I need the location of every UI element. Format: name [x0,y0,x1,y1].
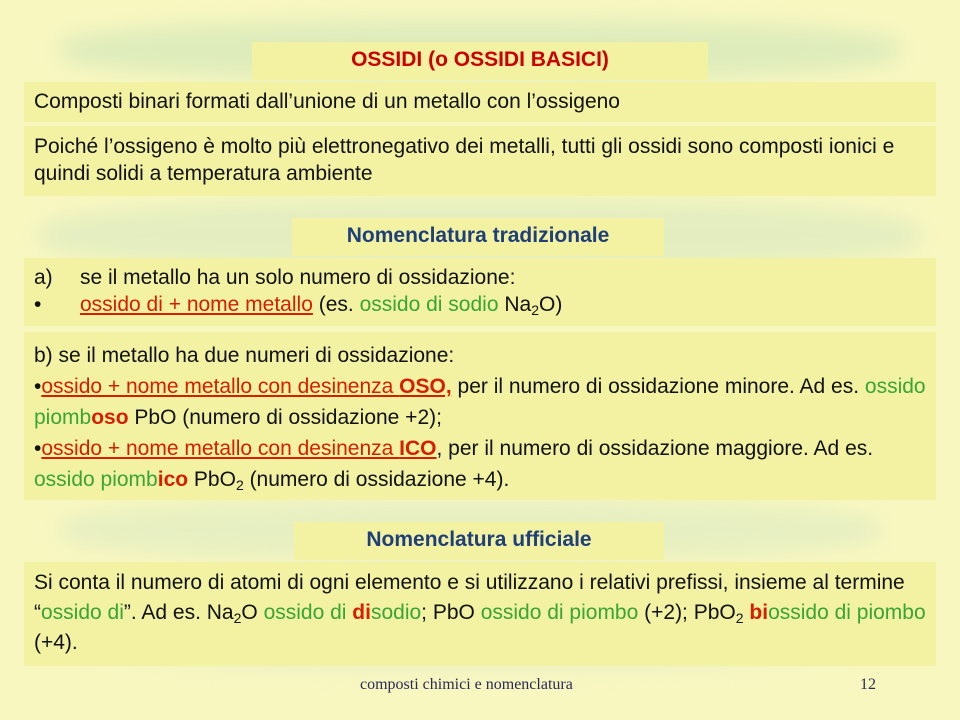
oso-example: ossido piomb [34,375,926,429]
official-heading: Nomenclatura ufficiale [294,522,664,560]
official-ex3-prefix: bi [749,601,769,624]
page-number: 12 [860,676,876,693]
official-sub1: 2 [233,610,242,626]
case-a-bullet: • [34,293,42,316]
ico-suffix: ICO [399,437,437,460]
official-p5: (+2); PbO [638,601,736,624]
ico-tail: PbO [188,468,236,491]
official-sub2: 2 [735,610,744,626]
case-a-marker: a) [34,266,53,289]
oso-rule: ossido + nome metallo con desinenza OSO, [41,375,452,398]
official-ex3: ossido di piombo [768,601,926,624]
definition-box [24,82,936,122]
official-p1: Si conta il numero di atomi di ogni elemento e si utilizzano i relativi prefissi, insieme al termine “ [34,571,905,624]
case-a-rule: ossido di + nome metallo [80,293,313,316]
oso-after: per il numero di ossidazione minore. Ad es. [451,375,865,398]
official-ex1-end: sodio [370,601,422,624]
ico-rule: ossido + nome metallo con desinenza ICO [41,437,437,460]
ico-example: ossido piomb [34,468,158,491]
case-a-ex-open: (es. [312,293,360,316]
oso-bullet: • [34,375,42,398]
slide-title: OSSIDI (o OSSIDI BASICI) [252,42,708,80]
case-b-intro: b) se il metallo ha due numeri di ossidazione: [34,344,455,367]
case-b-box [24,332,936,500]
official-ex1-prefix: di [352,601,371,624]
oso-suffix: OSO, [399,375,452,398]
official-p3: O [241,601,264,624]
case-a-box [24,258,936,326]
case-a-formula-end: O) [538,293,563,316]
ico-tail-end: (numero di ossidazione +4). [243,468,510,491]
official-p7: (+4). [34,631,78,654]
ico-example-suffix: ico [157,468,189,491]
definition-text: Composti binari formati dall’unione di un metallo con l’ossigeno [34,90,620,113]
footer-caption: composti chimici e nomenclatura [360,676,573,693]
ionic-note-box [24,126,936,196]
case-a-formula-sub: 2 [531,302,539,318]
ionic-note-text: Poiché l’ossigeno è molto più elettronegativo dei metalli, tutti gli ossidi sono composti ionici e quindi solidi a temperatura ambiente [34,135,895,185]
official-p2: ”. Ad es. Na [123,601,234,624]
case-a-example: ossido di sodio [359,293,499,316]
ico-tail-sub: 2 [235,477,244,493]
official-box [24,562,936,666]
case-a-formula: Na [498,293,532,316]
official-ex1: ossido di [263,601,353,624]
case-a-rule-line [34,291,926,318]
oso-tail: PbO (numero di ossidazione +2); [128,406,442,429]
case-a-line [34,264,926,291]
traditional-heading: Nomenclatura tradizionale [292,218,664,256]
official-term: ossido di [41,601,124,624]
official-ex2: ossido di piombo [480,601,639,624]
ico-bullet: • [34,437,42,460]
ico-after: , per il numero di ossidazione maggiore. Ad es. [436,437,874,460]
official-p4: ; PbO [421,601,481,624]
case-a-text: se il metallo ha un solo numero di ossidazione: [80,266,516,289]
oso-example-suffix: oso [91,406,129,429]
